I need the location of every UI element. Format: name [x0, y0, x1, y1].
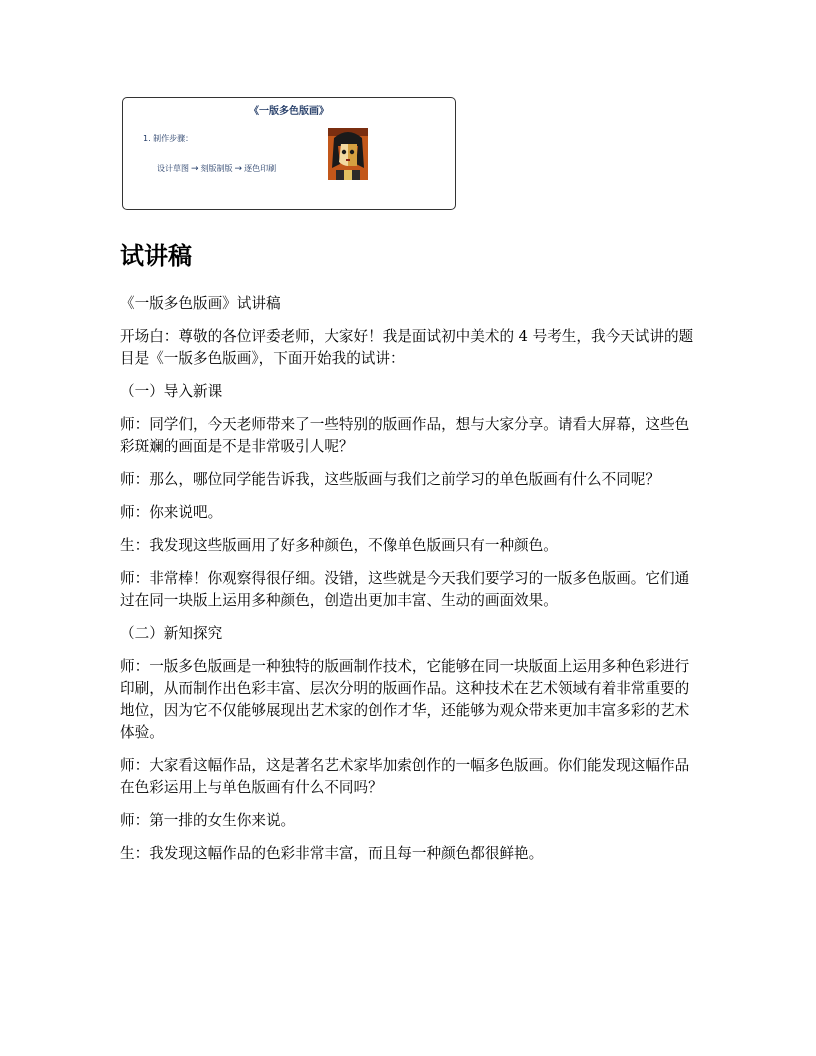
artwork-image [328, 128, 368, 180]
flow-step-carve: 刻版制版 [200, 164, 233, 173]
paragraph-lesson-title: 《一版多色版画》试讲稿 [120, 295, 281, 312]
paragraph: 师：那么，哪位同学能告诉我，这些版画与我们之前学习的单色版画有什么不同呢？ [120, 471, 660, 488]
paragraph: 师：你来说吧。 [120, 504, 223, 521]
document-body [120, 293, 700, 876]
arrow-right-icon: → [191, 164, 199, 174]
paragraph: 师：非常棒！你观察得很仔细。没错，这些就是今天我们要学习的一版多色版画。它们通过在同一块版上运用多种颜色，创造出更加丰富、生动的画面效果。 [120, 570, 690, 609]
paragraph: 生：我发现这幅作品的色彩非常丰富，而且每一种颜色都很鲜艳。 [120, 845, 544, 862]
flow-step-sketch: 设计草图 [157, 164, 189, 173]
slide-step-heading: 1. 制作步骤： [143, 134, 194, 143]
paragraph: 师：大家看这幅作品，这是著名艺术家毕加索创作的一幅多色版画。你们能发现这幅作品在色彩运用上与单色版画有什么不同吗？ [120, 757, 690, 796]
paragraph: 生：我发现这些版画用了好多种颜色，不像单色版画只有一种颜色。 [120, 537, 558, 554]
slide-thumbnail [122, 97, 456, 210]
paragraph-opening: 开场白：尊敬的各位评委老师，大家好！我是面试初中美术的 4 号考生，我今天试讲的题目是《一版多色版画》，下面开始我的试讲： [120, 328, 694, 367]
slide-process-flow [157, 163, 276, 174]
section-heading-intro: （一）导入新课 [120, 383, 223, 400]
paragraph: 师：同学们，今天老师带来了一些特别的版画作品，想与大家分享。请看大屏幕，这些色彩斑斓的画面是不是非常吸引人呢？ [120, 416, 690, 455]
flow-step-print: 逐色印刷 [244, 164, 277, 173]
document-title: 试讲稿 [120, 241, 192, 270]
arrow-right-icon: → [234, 164, 243, 174]
paragraph: 师：第一排的女生你来说。 [120, 812, 296, 829]
slide-title: 《一版多色版画》 [249, 106, 329, 117]
paragraph: 师：一版多色版画是一种独特的版画制作技术，它能够在同一块版面上运用多种色彩进行印刷，从而制作出色彩丰富、层次分明的版画作品。这种技术在艺术领域有着非常重要的地位，因为它不仅能够展现出艺术家的创作才华，还能够为观众带来更加丰富多彩的艺术体验。 [120, 658, 690, 741]
section-heading-explore: （二）新知探究 [120, 625, 223, 642]
